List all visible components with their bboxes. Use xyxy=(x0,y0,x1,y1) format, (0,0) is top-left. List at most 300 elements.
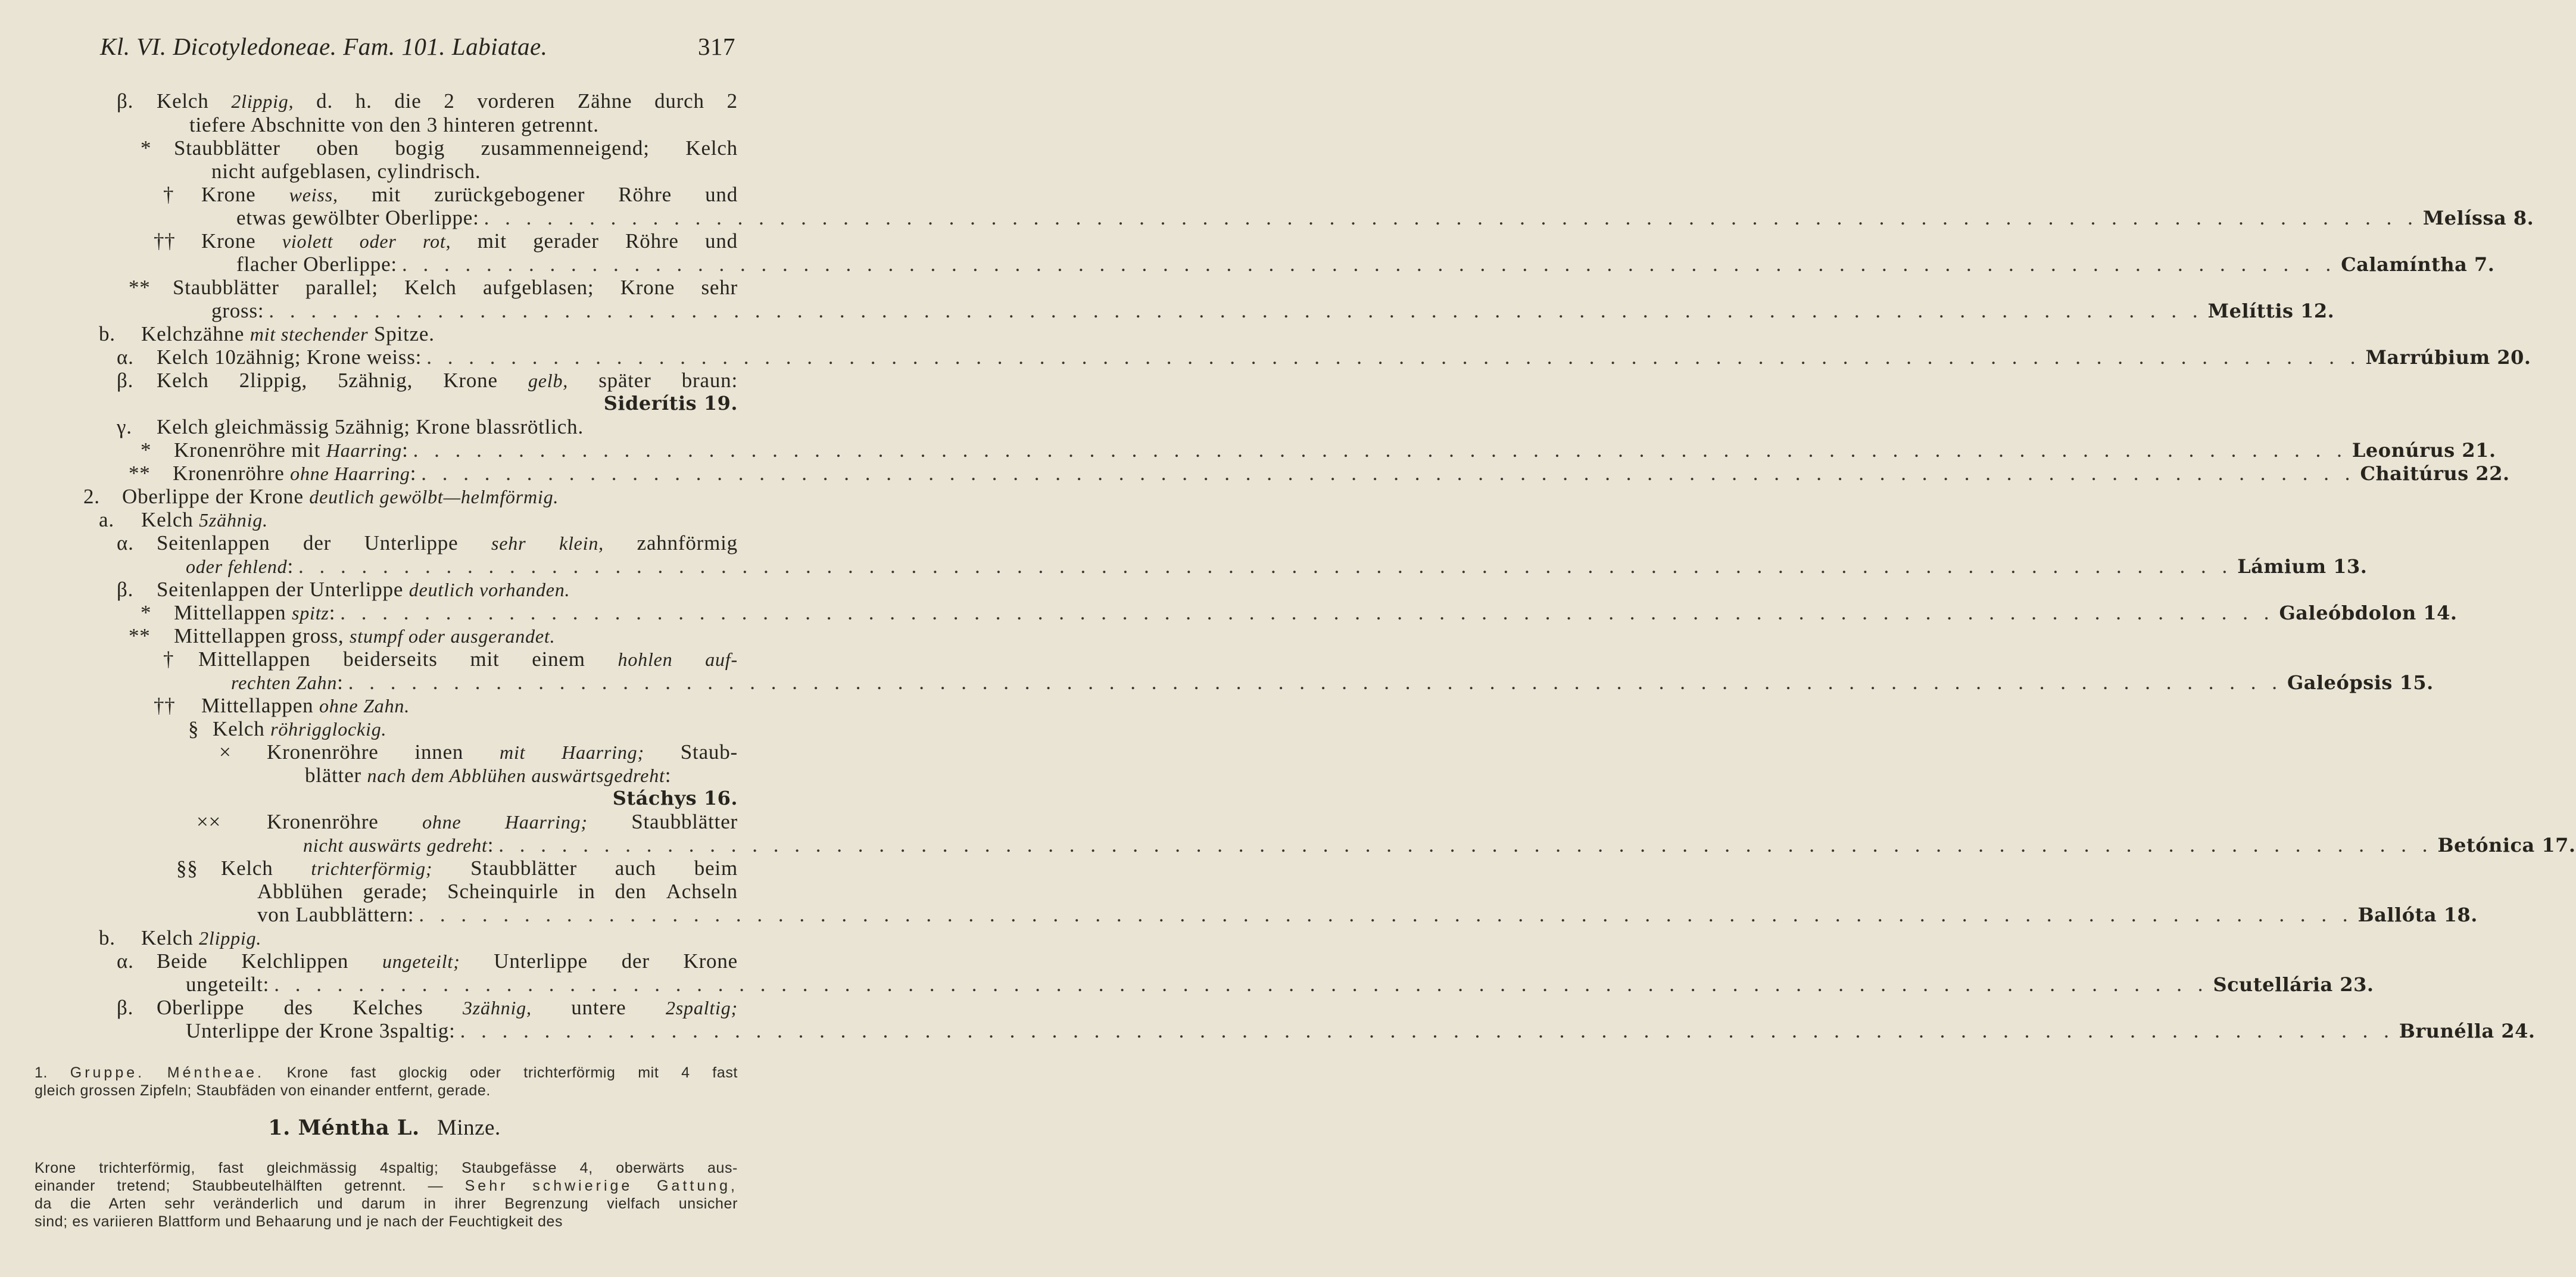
dot-leader xyxy=(402,253,2336,276)
group-note xyxy=(35,1064,738,1100)
key-word: Unterlippe xyxy=(494,949,588,973)
genus-reference: Scutellária 23. xyxy=(2213,973,2374,996)
key-word: , xyxy=(563,370,569,391)
key-line xyxy=(219,740,738,764)
key-line xyxy=(117,578,738,602)
key-line xyxy=(117,89,738,113)
key-text xyxy=(189,113,599,137)
key-text xyxy=(198,647,738,671)
key-word: durch xyxy=(654,89,704,113)
key-word: braun: xyxy=(681,369,738,392)
key-text-part: flacher Oberlippe: xyxy=(236,253,397,276)
key-word: der xyxy=(303,531,332,555)
key-line xyxy=(117,345,2531,369)
key-line xyxy=(129,462,2510,485)
key-word: später xyxy=(598,369,651,392)
dot-leader xyxy=(274,973,2208,996)
key-text xyxy=(157,578,570,602)
key-text-part: Mittellappen gross, xyxy=(174,624,350,647)
key-text-part: spitz xyxy=(292,602,329,624)
key-word: und xyxy=(705,229,738,253)
key-word: Krone xyxy=(201,183,256,206)
key-marker: γ. xyxy=(117,415,132,438)
key-line xyxy=(236,206,2534,230)
genus-reference: Lámium 13. xyxy=(2237,555,2368,578)
key-line xyxy=(141,136,738,160)
key-word: Unterlippe xyxy=(364,531,459,555)
key-word: h. xyxy=(355,89,372,113)
key-line xyxy=(141,438,2496,462)
key-line xyxy=(83,485,738,509)
key-line xyxy=(154,229,738,253)
dot-leader xyxy=(348,671,2282,694)
key-text-part: 2lippig. xyxy=(199,927,262,949)
running-header xyxy=(100,32,735,61)
key-word: Röhre xyxy=(618,183,672,206)
key-line xyxy=(176,856,738,880)
genus-common-name: Minze. xyxy=(436,1116,501,1140)
key-text xyxy=(141,926,261,950)
key-text xyxy=(173,276,738,300)
key-word: Kelchlippen xyxy=(241,949,349,973)
genus-reference: Ballóta 18. xyxy=(2357,904,2478,926)
text-line xyxy=(35,1082,738,1100)
key-text xyxy=(305,764,671,787)
key-word: d. xyxy=(316,89,333,113)
key-text-part: röhrigglockig. xyxy=(270,718,387,740)
key-word: die xyxy=(394,89,422,113)
key-marker: † xyxy=(163,183,174,206)
key-text xyxy=(303,833,494,857)
key-text xyxy=(201,694,410,718)
key-word: weiss, xyxy=(289,184,338,205)
key-text-part: Kelch xyxy=(141,926,199,949)
key-text-part: Kelch 10zähnig; Krone weiss: xyxy=(157,345,422,369)
key-line xyxy=(236,253,2495,276)
key-word: untere xyxy=(571,996,626,1019)
key-text xyxy=(174,136,738,160)
key-word: Kelch xyxy=(157,369,209,392)
key-text-part: Unterlippe der Krone 3spaltig: xyxy=(186,1019,456,1042)
key-word: Staubblätter xyxy=(631,810,738,833)
dot-leader xyxy=(426,345,2360,369)
key-word: Staub- xyxy=(680,740,738,764)
key-word: ungeteilt; xyxy=(382,951,460,972)
key-text-part: : xyxy=(287,555,294,578)
key-word: ; xyxy=(731,997,738,1019)
key-word: Röhre xyxy=(625,229,679,253)
key-text-part: nach dem Abblühen auswärtsgedreht xyxy=(367,765,665,786)
key-line xyxy=(117,531,738,555)
key-text xyxy=(201,229,738,253)
key-line xyxy=(117,415,738,439)
key-word: vorderen xyxy=(477,89,556,113)
key-word: , xyxy=(332,184,338,205)
text-fragment: Krone fast glockig oder trichterförmig mit 4 fast xyxy=(264,1064,738,1081)
key-word: ; xyxy=(425,858,433,879)
key-word: Krone xyxy=(683,949,738,973)
key-text-part: Mittellappen xyxy=(174,601,292,624)
key-text-part: tiefere Abschnitte von den 3 hinteren getrennt. xyxy=(189,113,599,136)
key-word: hohlen xyxy=(618,649,673,670)
key-word: 3zähnig, xyxy=(463,997,532,1019)
key-marker: ×× xyxy=(197,810,222,833)
text-fragment xyxy=(145,1064,167,1081)
key-line xyxy=(257,880,738,904)
key-text-part: Seitenlappen der Unterlippe xyxy=(157,578,409,601)
text-fragment: gleich grossen Zipfeln; Staubfäden von einander entfernt, gerade. xyxy=(35,1082,491,1099)
key-marker: α. xyxy=(117,531,134,555)
key-text xyxy=(173,462,416,485)
key-word: Krone xyxy=(201,229,256,253)
key-word: oben xyxy=(316,136,359,160)
genus-reference: Stáchys 16. xyxy=(612,787,738,809)
key-word: oder xyxy=(359,231,397,252)
key-line xyxy=(197,810,738,834)
key-line xyxy=(117,996,738,1020)
key-marker: 2. xyxy=(83,485,100,508)
key-text xyxy=(267,810,738,834)
key-text-part: Spitze. xyxy=(368,322,435,345)
key-word: mit xyxy=(371,183,401,206)
key-word: mit xyxy=(470,647,500,671)
key-word: rot, xyxy=(423,231,451,252)
key-word: Kelches xyxy=(353,996,423,1019)
key-word: parallel; xyxy=(305,276,378,299)
key-word: 5zähnig, xyxy=(338,369,413,392)
key-word: der xyxy=(621,949,650,973)
dot-leader xyxy=(298,555,2232,578)
genus-reference: Leonúrus 21. xyxy=(2352,439,2496,462)
key-text-part: blätter xyxy=(305,764,367,787)
key-word: sehr xyxy=(491,532,526,554)
genus-reference: Siderítis 19. xyxy=(603,392,738,415)
key-line xyxy=(186,1019,2536,1043)
page-number: 317 xyxy=(698,33,735,60)
key-word: Kronenröhre xyxy=(267,740,379,764)
text-line xyxy=(35,1195,738,1213)
key-text-part: : xyxy=(487,833,494,856)
key-marker: β. xyxy=(117,996,134,1019)
key-line xyxy=(186,555,2368,578)
key-text-part: stumpf oder ausgerandet. xyxy=(350,625,556,647)
header-title: Kl. VI. Dicotyledoneae. Fam. 101. Labiatae. xyxy=(100,33,548,60)
key-text xyxy=(231,671,344,694)
key-word: ohne xyxy=(422,811,461,833)
key-word: Oberlippe xyxy=(157,996,245,1019)
genus-reference: Galeóbdolon 14. xyxy=(2279,602,2458,624)
key-word: Krone xyxy=(620,276,675,299)
key-word: Staubblätter xyxy=(470,856,577,880)
key-marker: § xyxy=(188,717,199,740)
key-word: Haarring; xyxy=(505,811,588,833)
dot-leader xyxy=(484,206,2418,230)
key-text-part: Kelch xyxy=(213,717,271,740)
key-marker: † xyxy=(163,647,174,671)
key-text-part: Kelch xyxy=(141,508,199,531)
key-text xyxy=(236,206,479,230)
key-word: zahnförmig xyxy=(637,531,738,555)
key-marker: * xyxy=(141,601,152,624)
key-text xyxy=(201,183,738,207)
key-line xyxy=(303,833,2576,857)
key-word: Kelch xyxy=(685,136,738,160)
key-line xyxy=(211,299,2335,323)
key-text xyxy=(186,973,269,996)
key-word: ; xyxy=(453,951,460,972)
key-line xyxy=(188,717,738,741)
key-text xyxy=(157,369,738,393)
key-marker: b. xyxy=(99,322,116,345)
key-text xyxy=(157,949,738,973)
key-word: Achseln xyxy=(666,880,738,903)
text-line xyxy=(35,1177,738,1195)
key-text-part: ohne Haarring xyxy=(290,463,410,484)
key-word: Beide xyxy=(157,949,208,973)
key-text xyxy=(122,485,559,509)
key-line xyxy=(129,276,738,300)
key-word: einem xyxy=(532,647,585,671)
key-text xyxy=(267,740,738,764)
dot-leader xyxy=(340,601,2274,625)
key-word: des xyxy=(283,996,313,1019)
genus-reference: Marrúbium 20. xyxy=(2365,346,2531,369)
key-word: gerade; xyxy=(363,880,428,903)
key-text xyxy=(186,1019,456,1043)
key-word: mit xyxy=(500,742,526,763)
key-word: Kelch xyxy=(404,276,457,299)
key-line xyxy=(129,624,738,648)
key-line xyxy=(536,787,738,811)
key-word: Haarring; xyxy=(562,742,644,763)
key-word: Abblühen xyxy=(257,880,344,903)
key-text-part: : xyxy=(665,764,672,787)
key-word: violett xyxy=(282,231,333,252)
key-marker: β. xyxy=(117,578,134,601)
key-word: trichterförmig; xyxy=(311,858,433,879)
key-line xyxy=(186,973,2374,996)
text-fragment: Krone trichterförmig, fast gleichmässig 4spaltig; Staubgefässe 4, oberwärts aus- xyxy=(35,1160,738,1176)
key-word: auf- xyxy=(705,649,738,670)
genus-heading xyxy=(0,1115,769,1141)
key-word: , xyxy=(288,91,294,112)
key-marker: ** xyxy=(129,462,151,485)
key-line xyxy=(163,647,738,671)
key-text-part: : xyxy=(329,601,336,624)
key-marker: ** xyxy=(129,276,151,299)
key-word: beim xyxy=(694,856,738,880)
key-text xyxy=(157,996,738,1020)
key-line xyxy=(99,508,738,532)
key-text-part: deutlich gewölbt—helmförmig. xyxy=(309,486,559,507)
text-fragment: sind; es variieren Blattform und Behaarung und je nach der Feuchtigkeit des xyxy=(35,1213,563,1230)
key-text-part: etwas gewölbter Oberlippe: xyxy=(236,206,479,229)
key-text-part: Kronenröhre xyxy=(173,462,291,485)
key-line xyxy=(231,671,2434,694)
key-marker: ** xyxy=(129,624,151,647)
key-line xyxy=(117,369,738,393)
key-text xyxy=(141,508,268,532)
genus-reference: Betónica 17. xyxy=(2437,834,2576,856)
key-word: Zähne xyxy=(577,89,632,113)
key-word: , xyxy=(526,997,532,1019)
key-text-part: ohne Zahn. xyxy=(319,695,410,717)
key-text xyxy=(141,322,435,346)
key-text-part: rechten Zahn xyxy=(231,672,338,693)
key-text-part: oder fehlend xyxy=(186,556,288,577)
key-word: Staubblätter xyxy=(173,276,279,299)
key-text-part: Kronenröhre mit xyxy=(174,438,326,462)
key-text-part: ungeteilt: xyxy=(186,973,270,996)
key-marker: α. xyxy=(117,949,134,973)
text-fragment: Sehr schwierige Gattung, xyxy=(464,1178,738,1194)
key-text xyxy=(257,880,738,904)
key-line xyxy=(163,183,738,207)
key-text xyxy=(236,253,397,276)
key-text xyxy=(221,856,738,880)
dot-leader xyxy=(419,903,2353,927)
text-fragment: Méntheae. xyxy=(167,1064,264,1081)
key-text xyxy=(157,531,738,555)
key-word: bogig xyxy=(395,136,445,160)
key-word: 2 xyxy=(726,89,738,113)
text-fragment: Gruppe. xyxy=(70,1064,145,1081)
genus-reference: Brunélla 24. xyxy=(2399,1020,2536,1042)
key-line xyxy=(536,392,738,416)
key-text-part: von Laubblättern: xyxy=(257,903,414,926)
key-line xyxy=(99,322,738,346)
key-text-part: mit stechender xyxy=(250,323,369,345)
key-marker: * xyxy=(141,136,152,160)
key-text-part: Haarring xyxy=(326,440,403,461)
key-word: Kelch xyxy=(221,856,273,880)
genus-reference: Melíssa 8. xyxy=(2422,207,2534,229)
key-word: Krone xyxy=(443,369,498,392)
key-word: mit xyxy=(477,229,507,253)
dot-leader xyxy=(498,833,2432,857)
dot-leader xyxy=(460,1019,2394,1043)
key-word: den xyxy=(615,880,647,903)
key-word: aufgeblasen; xyxy=(482,276,594,299)
key-word: klein, xyxy=(559,532,604,554)
key-line xyxy=(154,694,738,718)
genus-reference: Chaitúrus 22. xyxy=(2360,462,2510,485)
key-word: Kronenröhre xyxy=(267,810,379,833)
key-word: beiderseits xyxy=(343,647,438,671)
key-text xyxy=(257,903,414,927)
key-text xyxy=(157,345,422,369)
dot-leader xyxy=(269,299,2203,323)
key-marker: b. xyxy=(99,926,116,949)
key-word: zusammenneigend; xyxy=(481,136,650,160)
key-word: , xyxy=(598,532,604,554)
key-marker: †† xyxy=(154,229,176,253)
key-word: Kelch xyxy=(157,89,209,113)
genus-description xyxy=(35,1159,738,1231)
key-text-part: Kelchzähne xyxy=(141,322,250,345)
key-marker: β. xyxy=(117,89,134,113)
key-word: Seitenlappen xyxy=(157,531,270,555)
key-text xyxy=(211,160,481,183)
key-text xyxy=(174,601,335,625)
key-word: auch xyxy=(615,856,656,880)
key-text-part: Oberlippe der Krone xyxy=(122,485,310,508)
key-line xyxy=(257,903,2478,927)
key-text xyxy=(157,415,584,439)
key-line xyxy=(189,113,738,137)
key-text-part: : xyxy=(337,671,344,694)
key-word: gerader xyxy=(533,229,599,253)
key-text-part: : xyxy=(410,462,417,485)
key-word: innen xyxy=(414,740,464,764)
key-marker: β. xyxy=(117,369,134,392)
key-text xyxy=(174,438,408,462)
key-marker: §§ xyxy=(176,856,198,880)
key-word: ; xyxy=(581,811,588,833)
key-text xyxy=(157,89,738,113)
key-text-part: Kelch gleichmässig 5zähnig; Krone blassrötlich. xyxy=(157,415,584,438)
key-text-part: nicht aufgeblasen, cylindrisch. xyxy=(211,160,481,183)
genus-reference: Melíttis 12. xyxy=(2207,300,2335,322)
key-marker: †† xyxy=(154,694,176,717)
text-line xyxy=(35,1064,738,1082)
key-line xyxy=(117,949,738,973)
key-text xyxy=(186,555,294,578)
text-fragment: einander tretend; Staubbeutelhälften getrennt. — xyxy=(35,1178,465,1194)
key-text-part: 5zähnig. xyxy=(199,509,268,531)
key-word: gelb, xyxy=(528,370,569,391)
genus-name: 1. Méntha L. xyxy=(268,1116,420,1140)
key-word: 2spaltig; xyxy=(665,997,738,1019)
key-word: ; xyxy=(637,742,644,763)
key-text-part: gross: xyxy=(211,299,264,322)
key-word: Mittellappen xyxy=(198,647,311,671)
key-text-part: nicht auswärts gedreht xyxy=(303,834,488,856)
dot-leader xyxy=(413,438,2347,462)
key-text xyxy=(174,624,555,648)
key-marker: a. xyxy=(99,508,114,531)
key-word: 2 xyxy=(444,89,455,113)
key-word: in xyxy=(578,880,595,903)
key-word: Staubblätter xyxy=(174,136,280,160)
key-word: , xyxy=(445,231,451,252)
text-fragment: da die Arten sehr veränderlich und darum in ihrer Begrenzung vielfach unsicher xyxy=(35,1195,738,1212)
key-line xyxy=(141,601,2458,625)
key-word: 2lippig, xyxy=(239,369,308,392)
key-line xyxy=(99,926,738,950)
key-text-part: deutlich vorhanden. xyxy=(408,579,570,600)
key-marker: * xyxy=(141,438,152,462)
key-text-part: : xyxy=(402,438,408,462)
key-word: zurückgebogener xyxy=(434,183,585,206)
key-word: sehr xyxy=(701,276,738,299)
key-text-part: Mittellappen xyxy=(201,694,319,717)
text-fragment: 1. xyxy=(35,1064,70,1081)
key-line xyxy=(305,764,738,787)
text-line xyxy=(35,1159,738,1177)
key-text xyxy=(213,717,386,741)
text-line xyxy=(35,1213,738,1231)
key-word: 2lippig, xyxy=(231,91,294,112)
key-marker: α. xyxy=(117,345,134,369)
key-text xyxy=(211,299,264,323)
key-word: und xyxy=(705,183,738,206)
genus-reference: Galeópsis 15. xyxy=(2287,671,2434,694)
dot-leader xyxy=(421,462,2355,485)
key-word: Scheinquirle xyxy=(447,880,559,903)
key-marker: × xyxy=(219,740,232,764)
genus-reference: Calamíntha 7. xyxy=(2341,253,2495,276)
